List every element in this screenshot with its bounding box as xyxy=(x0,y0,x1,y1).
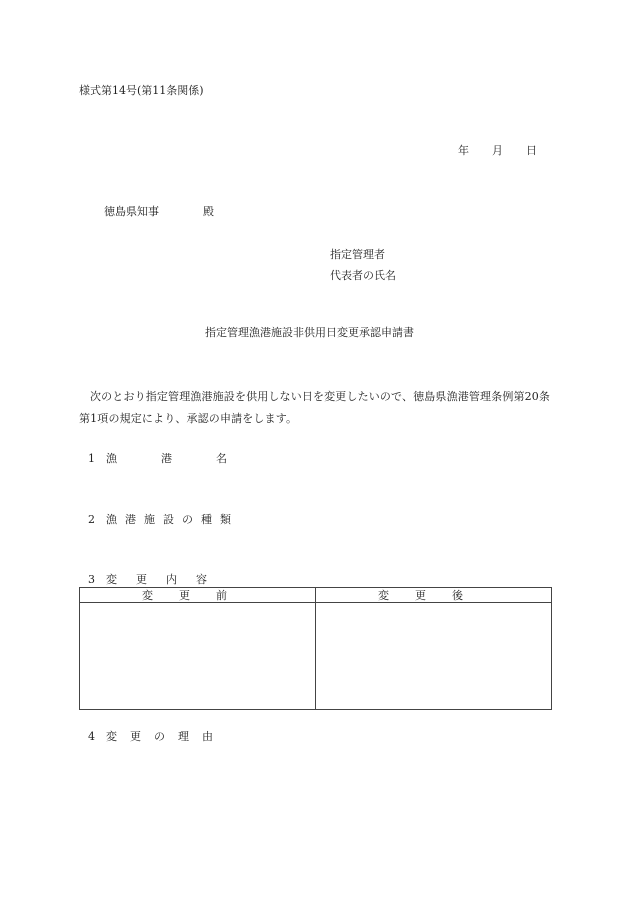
addressee-name: 徳島県知事 xyxy=(104,205,159,218)
body-text: 次のとおり指定管理漁港施設を供用しない日を変更したいので、徳島県漁港管理条例第20条第1項の規定により、承認の申請をします。 xyxy=(79,390,551,425)
item-number: 4 xyxy=(88,730,95,743)
item-change-content xyxy=(88,571,226,587)
applicant-representative-name: 代表者の氏名 xyxy=(330,269,396,282)
item-label: 漁港施設の種類 xyxy=(106,513,239,526)
item-label: 変更の理由 xyxy=(106,730,226,743)
addressee xyxy=(104,203,214,219)
form-number: 様式第14号(第11条関係) xyxy=(79,84,204,97)
change-content-table xyxy=(79,587,552,710)
table-header-after: 変更後 xyxy=(378,589,489,602)
date-day-label: 日 xyxy=(526,144,537,157)
item-number: 1 xyxy=(88,452,95,465)
addressee-honorific: 殿 xyxy=(203,205,214,218)
item-number: 3 xyxy=(88,573,95,586)
applicant-designated-manager: 指定管理者 xyxy=(330,248,385,261)
item-number: 2 xyxy=(88,513,95,526)
date-month-label: 月 xyxy=(492,144,503,157)
item-fishing-port-name xyxy=(88,450,271,466)
item-facility-type xyxy=(88,511,239,527)
item-label: 変更内容 xyxy=(106,573,226,586)
date-line xyxy=(458,142,537,158)
table-header-before: 変更前 xyxy=(142,589,253,602)
table-column-divider xyxy=(315,588,316,709)
applicant-block xyxy=(330,244,396,286)
date-year-label: 年 xyxy=(458,144,469,157)
document-title: 指定管理漁港施設非供用日変更承認申請書 xyxy=(205,326,414,339)
item-change-reason xyxy=(88,728,226,744)
item-label: 漁港名 xyxy=(106,452,271,465)
